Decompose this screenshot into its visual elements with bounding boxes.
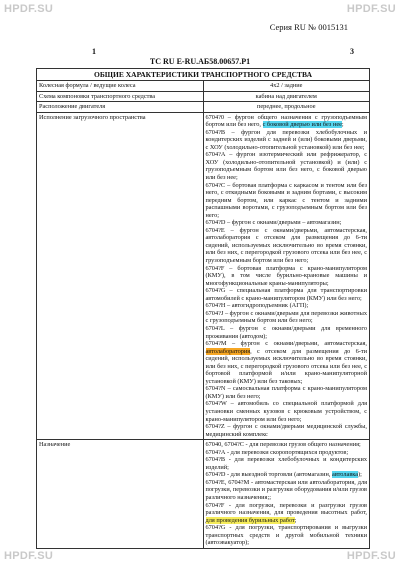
row-label: Схема компоновки транспортного средства (37, 91, 204, 102)
text-line (206, 114, 368, 129)
text-line (206, 310, 368, 325)
table-header-row (37, 69, 370, 81)
line-text: 6704?D - для выездной торговли (автомагазин, (205, 471, 333, 479)
text-line (206, 385, 368, 400)
text-line (206, 129, 368, 152)
tc-number: ТС RU E-RU.АБ58.00657.Р1 (149, 57, 251, 66)
line-text: 6704?М – фургон с окнами/дверьми, автомастерская, (205, 340, 367, 348)
text-line (206, 502, 368, 525)
page-number-right: 3 (350, 47, 354, 56)
watermark-top-left: HPDF.SU (4, 3, 54, 15)
watermark-top-right: HPDF.SU (346, 3, 396, 15)
line-text: 6704?F - для погрузки, перевозки и разгрузки грузов различного назначения, для проведения высотных работ, (205, 501, 367, 517)
highlighted-text: с боковой дверью или без нее (262, 121, 342, 129)
table-title: ОБЩИЕ ХАРАКТЕРИСТИКИ ТРАНСПОРТНОГО СРЕДСТВА (37, 69, 370, 81)
line-text: ); (358, 471, 362, 479)
line-text: 6704?А – фургон изотермический или рефрижератор, с ХОУ (холодильно-отопительной установкой) и (или) с грузоподъемным бортом или без него, с боковой дверью или без нее; (205, 151, 367, 182)
text-line (206, 449, 368, 457)
line-text: 6704?Е, 6704?М - автомастерская или автолаборатория, для погрузки, перевозки и разгрузки оборудования и/или грузов различного назначения;; (205, 478, 367, 501)
line-text: ; (341, 121, 344, 129)
text-line (206, 219, 368, 227)
line-text: 6704?G - для погрузки, транспортирования и выгрузки транспортных средств и другой мобильной техники (автоэвакуатор); (205, 524, 367, 547)
text-line (206, 441, 368, 449)
purpose-cell (203, 440, 370, 549)
purpose-label: Назначение (37, 440, 204, 549)
text-line (206, 302, 368, 310)
line-text: 6704?W – автомобиль со специальной платформой для установки сменных кузовов с крюковым устройством, с крано-манипулятором или без него; (205, 400, 367, 423)
text-line (206, 151, 368, 181)
highlighted-text: автолаборатория (205, 347, 251, 355)
row-label: Колесная формула / ведущие колеса (37, 81, 204, 92)
text-line (206, 287, 368, 302)
page-number-left: 1 (92, 47, 96, 56)
table-row (37, 102, 370, 113)
text-line (206, 265, 368, 288)
table-row (37, 440, 370, 549)
line-text: 67040, 6704?С - для перевозки грузов общего назначения; (205, 441, 361, 449)
watermark-bottom-right: HPDF.SU (346, 550, 396, 562)
table-row (37, 91, 370, 102)
line-text: 6704?А - для перевозки скоропортящихся продуктов; (205, 448, 349, 456)
line-text: 6704?D – фургон с окнами/дверьми – автомагазин; (205, 219, 342, 227)
line-text: 6704?N – самосвальная платформа с крано-манипулятором (КМУ) или без него; (205, 385, 367, 400)
row-value: 4х2 / задние (203, 81, 370, 92)
text-line (206, 340, 368, 385)
line-text: 6704?Z – фургон с окнами/дверьми медицинской службы, медицинский комплекс (205, 423, 367, 438)
text-line (206, 479, 368, 502)
text-line (206, 227, 368, 265)
line-text: 6704?F – бортовая платформа с крано-манипулятором (КМУ), в том числе бурильно-крановые машины и многофункциональные краны-манипуляторы; (205, 264, 367, 287)
line-text: , с отсеком для размещения до 6-ти сидений, используемых исключительно во время стоянки, или без них, с перегородкой грузового отсека или без нее, с бортовой платформой и/или крано-манипуляторной установкой (КМУ) или без таковых; (205, 347, 367, 385)
text-line (206, 325, 368, 340)
row-value: переднее, продольное (203, 102, 370, 113)
line-text: 6704?Н – автогидроподъемник (АГП); (205, 302, 309, 310)
text-line (206, 524, 368, 547)
line-text: 6704?L – фургон с окнами/дверьми для временного проживания (автодом); (205, 324, 367, 340)
table-row (37, 81, 370, 92)
line-text: 6704?G – специальная платформа для транспортировки автомобилей с крано-манипулятором (КМУ) или без него; (205, 287, 367, 302)
line-text: 6704?В – фургон для перевозки хлебобулочных и кондитерских изделий с задней и (или) боковыми дверьми, с ХОУ (холодильно-отопительной установкой) или без нее; (205, 128, 367, 151)
row-value: кабина над двигателем (203, 91, 370, 102)
table-row (37, 112, 370, 440)
characteristics-table (36, 68, 370, 549)
body-label: Исполнение загрузочного пространства (37, 112, 204, 440)
line-text: 6704?0 – фургон общего назначения с грузоподъемным бортом или без него, (205, 113, 367, 129)
row-label: Расположение двигателя (37, 102, 204, 113)
line-text: ; (294, 516, 297, 524)
highlighted-text: для проведения бурильных работ (205, 516, 295, 524)
line-text: 6704?Е – фургон с окнами/дверьми, автомастерская, автолаборатория с отсеком для размещения до 6-ти сидений, используемых исключительно во время стоянки, или без них, с перегородкой грузового отсека или без нее, с грузоподъемным бортом или без него; (205, 226, 367, 265)
text-line (206, 423, 368, 438)
text-line (206, 182, 368, 220)
body-variants-cell (203, 112, 370, 440)
text-line (206, 471, 368, 479)
text-line (206, 456, 368, 471)
serial-number: Серия RU № 0015131 (269, 22, 348, 32)
text-line (206, 400, 368, 423)
line-text: 6704?J – фургон с окнами/дверьми для перевозки животных с грузоподъемным бортом или без него; (205, 309, 367, 325)
line-text: 6704?С – бортовая платформа с каркасом и тентом или без него, с откидными боковыми и задним бортами, с высоким передним бортом, или каркас с тентом и задними распашными воротами, с грузоподъемным бортом или без него; (205, 181, 367, 219)
watermark-bottom-left: HPDF.SU (4, 550, 54, 562)
line-text: 6704?В - для перевозки хлебобулочных и кондитерских изделий; (205, 456, 367, 471)
highlighted-text: автолавка (332, 471, 359, 479)
